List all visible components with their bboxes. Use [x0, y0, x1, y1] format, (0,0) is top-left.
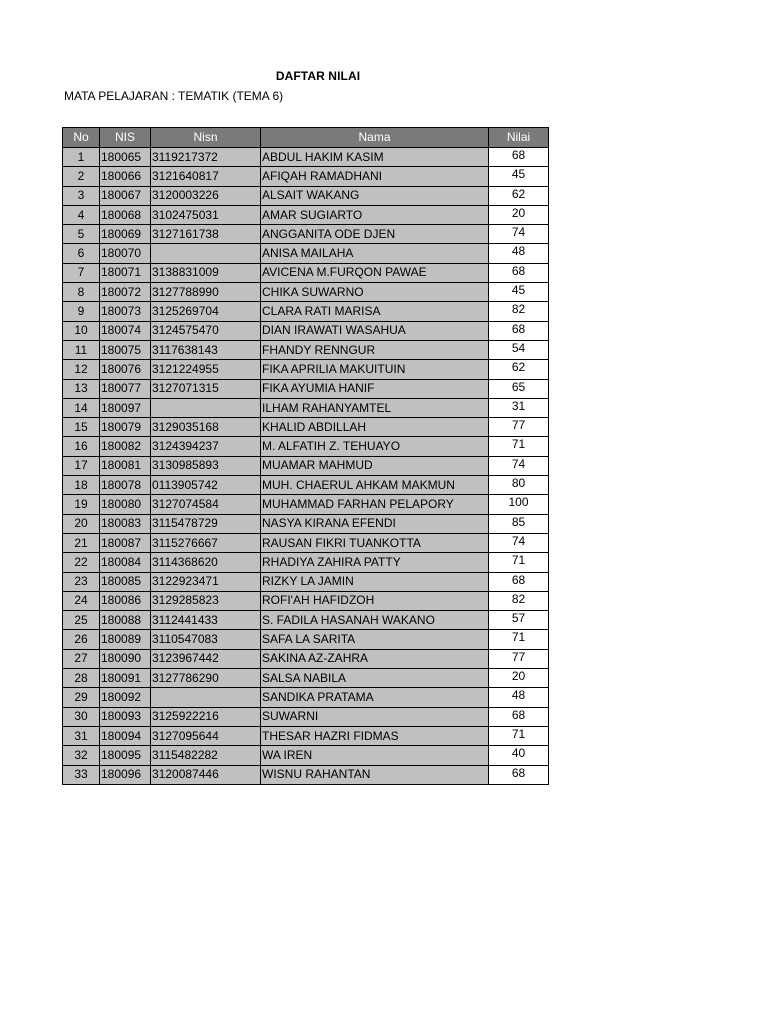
- subject-line: MATA PELAJARAN : TEMATIK (TEMA 6): [64, 89, 284, 103]
- cell-nilai: 68: [489, 572, 549, 591]
- cell-nilai: 62: [489, 186, 549, 205]
- cell-nis: 180075: [100, 340, 151, 359]
- column-header-no: No: [63, 128, 100, 148]
- cell-nama: MUAMAR MAHMUD: [261, 456, 489, 475]
- table-row: [63, 167, 549, 186]
- cell-no: 1: [63, 148, 100, 167]
- cell-nis: 180084: [100, 553, 151, 572]
- cell-nama: RAUSAN FIKRI TUANKOTTA: [261, 533, 489, 552]
- cell-nisn: 3121224955: [151, 360, 261, 379]
- cell-nama: MUHAMMAD FARHAN PELAPORY: [261, 495, 489, 514]
- cell-nilai: 48: [489, 244, 549, 263]
- cell-nisn: 3125269704: [151, 302, 261, 321]
- cell-nama: CLARA RATI MARISA: [261, 302, 489, 321]
- table-row: [63, 186, 549, 205]
- cell-nis: 180082: [100, 437, 151, 456]
- cell-nis: 180092: [100, 688, 151, 707]
- cell-no: 18: [63, 476, 100, 495]
- cell-nis: 180087: [100, 533, 151, 552]
- cell-nama: ALSAIT WAKANG: [261, 186, 489, 205]
- cell-nisn: 3102475031: [151, 205, 261, 224]
- cell-nilai: 57: [489, 611, 549, 630]
- cell-nama: THESAR HAZRI FIDMAS: [261, 726, 489, 745]
- document-title: DAFTAR NILAI: [275, 69, 361, 83]
- cell-nis: 180089: [100, 630, 151, 649]
- cell-nama: SAFA LA SARITA: [261, 630, 489, 649]
- cell-nilai: 68: [489, 765, 549, 784]
- cell-nisn: 3121640817: [151, 167, 261, 186]
- cell-nis: 180080: [100, 495, 151, 514]
- cell-nama: DIAN IRAWATI WASAHUA: [261, 321, 489, 340]
- table-row: [63, 746, 549, 765]
- cell-nisn: 3127074584: [151, 495, 261, 514]
- cell-nilai: 31: [489, 398, 549, 417]
- cell-no: 21: [63, 533, 100, 552]
- cell-no: 19: [63, 495, 100, 514]
- table-row: [63, 765, 549, 784]
- cell-no: 25: [63, 611, 100, 630]
- table-row: [63, 205, 549, 224]
- cell-nama: S. FADILA HASANAH WAKANO: [261, 611, 489, 630]
- table-row: [63, 572, 549, 591]
- cell-nis: 180091: [100, 669, 151, 688]
- cell-nilai: 71: [489, 553, 549, 572]
- cell-nama: M. ALFATIH Z. TEHUAYO: [261, 437, 489, 456]
- table-row: [63, 495, 549, 514]
- cell-nisn: 3115478729: [151, 514, 261, 533]
- table-row: [63, 437, 549, 456]
- cell-nisn: 3115276667: [151, 533, 261, 552]
- cell-nisn: 3138831009: [151, 263, 261, 282]
- cell-nilai: 20: [489, 669, 549, 688]
- cell-nilai: 71: [489, 437, 549, 456]
- cell-nisn: [151, 688, 261, 707]
- cell-nisn: 3123967442: [151, 649, 261, 668]
- cell-nisn: 3127161738: [151, 225, 261, 244]
- table-row: [63, 283, 549, 302]
- cell-no: 8: [63, 283, 100, 302]
- cell-nilai: 71: [489, 630, 549, 649]
- cell-nisn: 3125922216: [151, 707, 261, 726]
- cell-nis: 180065: [100, 148, 151, 167]
- cell-no: 26: [63, 630, 100, 649]
- table-body: [63, 148, 549, 785]
- table-row: [63, 418, 549, 437]
- cell-nama: AMAR SUGIARTO: [261, 205, 489, 224]
- cell-nis: 180068: [100, 205, 151, 224]
- cell-nisn: 3117638143: [151, 340, 261, 359]
- cell-nisn: 3112441433: [151, 611, 261, 630]
- cell-nilai: 62: [489, 360, 549, 379]
- cell-no: 2: [63, 167, 100, 186]
- cell-nis: 180083: [100, 514, 151, 533]
- cell-nama: ABDUL HAKIM KASIM: [261, 148, 489, 167]
- table-row: [63, 398, 549, 417]
- cell-no: 6: [63, 244, 100, 263]
- cell-no: 16: [63, 437, 100, 456]
- cell-nis: 180076: [100, 360, 151, 379]
- cell-nilai: 82: [489, 591, 549, 610]
- cell-no: 17: [63, 456, 100, 475]
- cell-no: 13: [63, 379, 100, 398]
- cell-nis: 180072: [100, 283, 151, 302]
- cell-nisn: 3119217372: [151, 148, 261, 167]
- cell-no: 28: [63, 669, 100, 688]
- column-header-nama: Nama: [261, 128, 489, 148]
- cell-nama: CHIKA SUWARNO: [261, 283, 489, 302]
- cell-no: 30: [63, 707, 100, 726]
- cell-nama: ANISA MAILAHA: [261, 244, 489, 263]
- cell-nilai: 68: [489, 321, 549, 340]
- cell-nis: 180096: [100, 765, 151, 784]
- cell-nisn: [151, 398, 261, 417]
- cell-no: 4: [63, 205, 100, 224]
- cell-nama: ROFI'AH HAFIDZOH: [261, 591, 489, 610]
- cell-nis: 180093: [100, 707, 151, 726]
- table-row: [63, 148, 549, 167]
- table-row: [63, 611, 549, 630]
- cell-no: 24: [63, 591, 100, 610]
- cell-nilai: 71: [489, 726, 549, 745]
- cell-nisn: 3120003226: [151, 186, 261, 205]
- cell-nilai: 74: [489, 225, 549, 244]
- cell-nis: 180097: [100, 398, 151, 417]
- table-row: [63, 456, 549, 475]
- table-row: [63, 688, 549, 707]
- cell-nis: 180078: [100, 476, 151, 495]
- cell-no: 5: [63, 225, 100, 244]
- cell-no: 27: [63, 649, 100, 668]
- column-header-nisn: Nisn: [151, 128, 261, 148]
- cell-nilai: 65: [489, 379, 549, 398]
- cell-nilai: 100: [489, 495, 549, 514]
- cell-nis: 180081: [100, 456, 151, 475]
- cell-no: 3: [63, 186, 100, 205]
- cell-no: 31: [63, 726, 100, 745]
- cell-nisn: 3122923471: [151, 572, 261, 591]
- cell-nis: 180073: [100, 302, 151, 321]
- cell-nama: MUH. CHAERUL AHKAM MAKMUN: [261, 476, 489, 495]
- table-row: [63, 630, 549, 649]
- cell-nisn: 0113905742: [151, 476, 261, 495]
- cell-nama: ILHAM RAHANYAMTEL: [261, 398, 489, 417]
- table-row: [63, 476, 549, 495]
- table-row: [63, 302, 549, 321]
- cell-nama: FIKA AYUMIA HANIF: [261, 379, 489, 398]
- cell-nis: 180085: [100, 572, 151, 591]
- table-row: [63, 726, 549, 745]
- cell-no: 11: [63, 340, 100, 359]
- cell-nisn: 3127786290: [151, 669, 261, 688]
- cell-nis: 180090: [100, 649, 151, 668]
- cell-nilai: 68: [489, 148, 549, 167]
- cell-nama: SUWARNI: [261, 707, 489, 726]
- table-row: [63, 360, 549, 379]
- table-row: [63, 244, 549, 263]
- cell-nilai: 48: [489, 688, 549, 707]
- cell-nisn: 3110547083: [151, 630, 261, 649]
- cell-nis: 180070: [100, 244, 151, 263]
- cell-nis: 180095: [100, 746, 151, 765]
- cell-nis: 180069: [100, 225, 151, 244]
- cell-nis: 180067: [100, 186, 151, 205]
- cell-no: 32: [63, 746, 100, 765]
- column-header-nilai: Nilai: [489, 128, 549, 148]
- cell-nama: AVICENA M.FURQON PAWAE: [261, 263, 489, 282]
- cell-no: 15: [63, 418, 100, 437]
- cell-no: 10: [63, 321, 100, 340]
- cell-nama: NASYA KIRANA EFENDI: [261, 514, 489, 533]
- cell-nama: WA IREN: [261, 746, 489, 765]
- cell-nama: KHALID ABDILLAH: [261, 418, 489, 437]
- cell-nilai: 74: [489, 533, 549, 552]
- table-row: [63, 649, 549, 668]
- table-header-row: [63, 128, 549, 148]
- cell-nis: 180066: [100, 167, 151, 186]
- cell-nama: SAKINA AZ-ZAHRA: [261, 649, 489, 668]
- cell-nama: SALSA NABILA: [261, 669, 489, 688]
- cell-nama: AFIQAH RAMADHANI: [261, 167, 489, 186]
- cell-nama: FHANDY RENNGUR: [261, 340, 489, 359]
- cell-nis: 180074: [100, 321, 151, 340]
- cell-nisn: 3127071315: [151, 379, 261, 398]
- table-header: [63, 128, 549, 148]
- cell-nilai: 68: [489, 263, 549, 282]
- cell-nisn: 3129035168: [151, 418, 261, 437]
- cell-nisn: 3127788990: [151, 283, 261, 302]
- cell-nilai: 68: [489, 707, 549, 726]
- cell-nisn: 3127095644: [151, 726, 261, 745]
- cell-nilai: 74: [489, 456, 549, 475]
- cell-no: 14: [63, 398, 100, 417]
- cell-nilai: 45: [489, 167, 549, 186]
- cell-no: 12: [63, 360, 100, 379]
- cell-no: 9: [63, 302, 100, 321]
- cell-nisn: 3129285823: [151, 591, 261, 610]
- grades-table: [62, 127, 549, 785]
- table-row: [63, 379, 549, 398]
- cell-nisn: 3130985893: [151, 456, 261, 475]
- cell-nilai: 80: [489, 476, 549, 495]
- cell-nis: 180086: [100, 591, 151, 610]
- cell-nama: ANGGANITA ODE DJEN: [261, 225, 489, 244]
- cell-nilai: 77: [489, 418, 549, 437]
- cell-nama: RHADIYA ZAHIRA PATTY: [261, 553, 489, 572]
- cell-nisn: 3124575470: [151, 321, 261, 340]
- cell-nilai: 54: [489, 340, 549, 359]
- cell-nilai: 82: [489, 302, 549, 321]
- cell-nis: 180077: [100, 379, 151, 398]
- cell-nis: 180094: [100, 726, 151, 745]
- cell-nisn: 3114368620: [151, 553, 261, 572]
- table-row: [63, 321, 549, 340]
- cell-nama: SANDIKA PRATAMA: [261, 688, 489, 707]
- cell-no: 23: [63, 572, 100, 591]
- cell-nis: 180088: [100, 611, 151, 630]
- cell-nis: 180071: [100, 263, 151, 282]
- cell-nilai: 40: [489, 746, 549, 765]
- cell-nilai: 45: [489, 283, 549, 302]
- cell-no: 33: [63, 765, 100, 784]
- cell-nisn: 3115482282: [151, 746, 261, 765]
- table-row: [63, 553, 549, 572]
- cell-no: 22: [63, 553, 100, 572]
- table-row: [63, 707, 549, 726]
- table-row: [63, 225, 549, 244]
- cell-no: 7: [63, 263, 100, 282]
- column-header-nis: NIS: [100, 128, 151, 148]
- cell-nama: RIZKY LA JAMIN: [261, 572, 489, 591]
- cell-nisn: 3120087446: [151, 765, 261, 784]
- table-row: [63, 514, 549, 533]
- cell-nilai: 77: [489, 649, 549, 668]
- cell-nama: WISNU RAHANTAN: [261, 765, 489, 784]
- cell-nisn: 3124394237: [151, 437, 261, 456]
- cell-no: 20: [63, 514, 100, 533]
- table-row: [63, 263, 549, 282]
- table-row: [63, 533, 549, 552]
- table-row: [63, 591, 549, 610]
- table-row: [63, 340, 549, 359]
- cell-no: 29: [63, 688, 100, 707]
- cell-nisn: [151, 244, 261, 263]
- table-row: [63, 669, 549, 688]
- cell-nis: 180079: [100, 418, 151, 437]
- cell-nilai: 20: [489, 205, 549, 224]
- cell-nilai: 85: [489, 514, 549, 533]
- cell-nama: FIKA APRILIA MAKUITUIN: [261, 360, 489, 379]
